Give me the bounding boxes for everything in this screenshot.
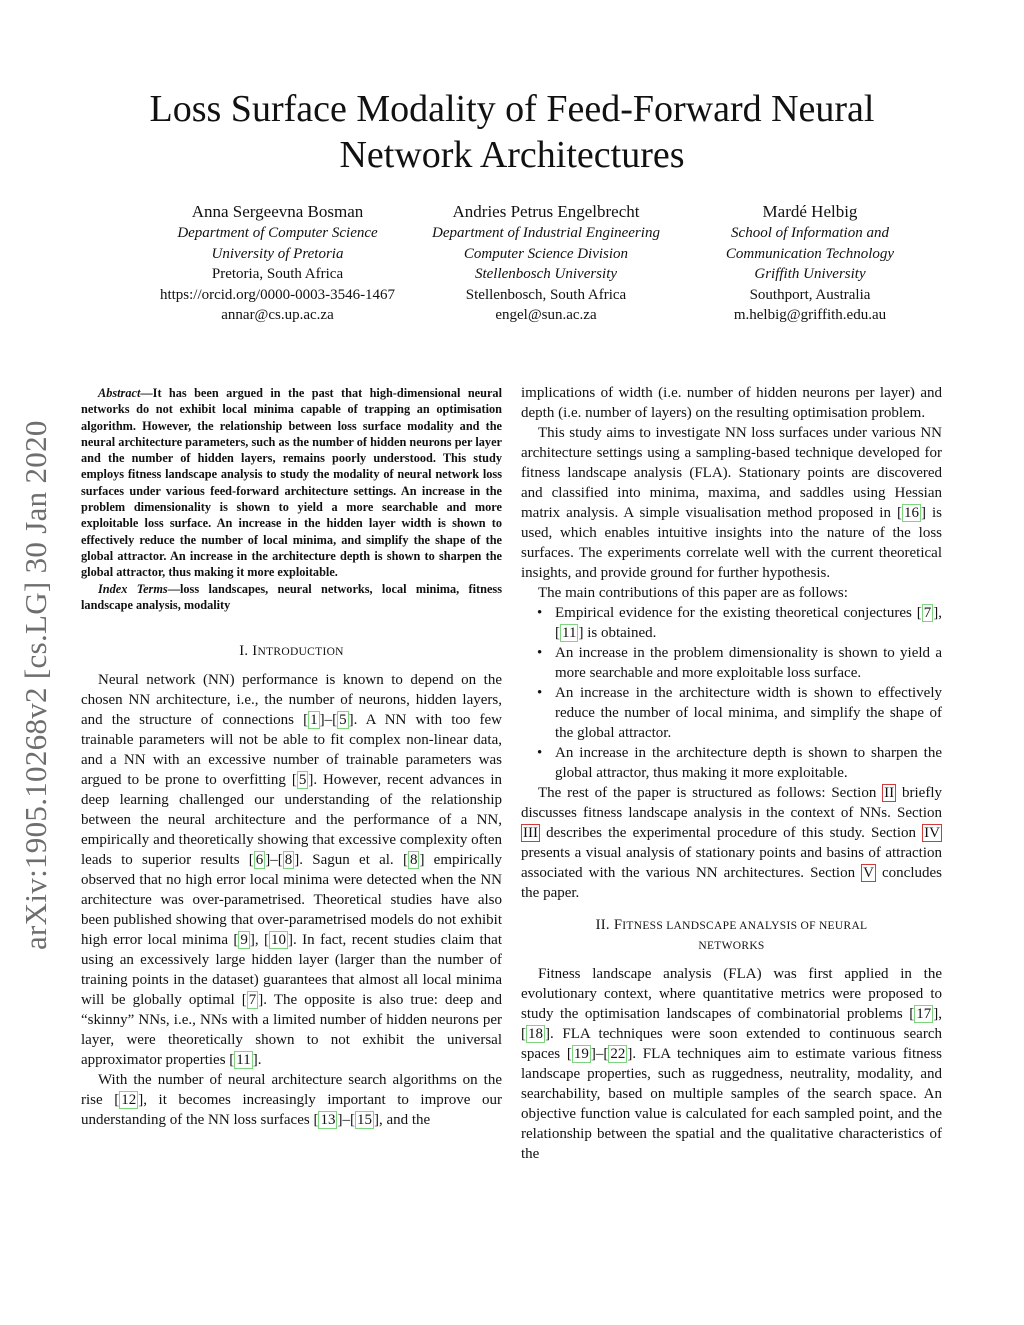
citation-link[interactable]: 7	[248, 992, 257, 1009]
citation-link[interactable]: 18	[528, 1026, 543, 1042]
citation-link[interactable]: 16	[903, 505, 919, 521]
intro-paragraph-1: Neural network (NN) performance is known to depend on the chosen NN architecture, i.e., the number of neurons, hidden layers, and the structure of connections [ 1 ]–[ 5 ]. A NN with too few trainable parameters will not be able to fit complex non-linear data, and a NN with an excessive number of trainable parameters was argued to be prone to overfitting [ 5 ]. However, recent advances in deep learning challenged our understanding of the relationship between the neural architecture and the performance of a NN, empirically and theoretically showing that excessive complexity often leads to superior results [ 6 ]–[ 8 ]. Sagun et al. [ 8 ] empirically observed that no high error local minima were detected when the NN architecture was over-parametrised. Theoretical studies have also been published showing that over-parametrised models do not exhibit high error local minima [ 9 ], [ 10 ]. In fact, recent studies claim that using an excessively large hidden layer (larger than the number of training points in the dataset) guarantees that almost all local minima will be globally optimal [ 7 ]. The opposite is also true: deep and “skinny” NNs, i.e., NNs with a limited number of hidden neurons per layer, were theoretically shown to not exhibit the universal approximator properties [ 11 ].	[81, 672, 503, 1069]
author-name: Mardé Helbig	[762, 202, 858, 221]
author-org: University of Pretoria	[211, 245, 344, 262]
citation-link[interactable]: 9	[240, 932, 248, 949]
paper-title: Loss Surface Modality of Feed-Forward Neural Network Architectures	[149, 88, 875, 176]
author-email: engel@sun.ac.za	[495, 307, 597, 324]
author-location: Stellenbosch, South Africa	[465, 286, 627, 303]
body-paragraph: implications of width (i.e. number of hidden neurons per layer) and depth (i.e. number of layers) on the resulting optimisation problem.	[521, 385, 942, 421]
author-email: annar@cs.up.ac.za	[221, 307, 334, 324]
author-dept: School of Information and	[731, 225, 889, 241]
abstract-label: Abstract	[98, 386, 141, 400]
body-paragraph: The rest of the paper is structured as follows: Section II briefly discusses fitness landscape analysis in the context of NNs. Section III describes the experimental procedure of this study. Section IV presents a visual analysis of stationary points and basins of attraction associated with the various NN architectures. Section V concludes the paper.	[521, 785, 942, 901]
citation-link[interactable]: 7	[923, 605, 932, 621]
author-name: Anna Sergeevna Bosman	[191, 202, 364, 221]
citation-link[interactable]: 10	[271, 932, 287, 949]
citation-link[interactable]: 5	[298, 772, 307, 789]
citation-link[interactable]: 1	[310, 712, 318, 729]
body-paragraph: Fitness landscape analysis (FLA) was first applied in the evolutionary context, where quantitative metrics were proposed to study the optimisation landscapes of combinatorial problems [ 17 ], [ 18 ]. FLA techniques were soon extended to continuous search spaces [ 19 ]–[ 22 ]. FLA techniques aim to estimate various fitness landscape properties, such as ruggedness, neutrality, modality, and searchability, based on multiple samples of the search space. An objective function value is calculated for each sampled point, and the relationship between the spatial and the qualitative characteristics of the	[521, 966, 942, 1162]
author-location: Southport, Australia	[749, 286, 871, 303]
abstract-text: —It has been argued in the past that high-dimensional neural networks do not exhibit local minima capable of trapping an optimisation algorithm. However, the relationship between loss surface modality and the neural architecture parameters, such as the number of hidden neurons per layer and the number of hidden layers, remains poorly understood. This study employs fitness landscape analysis to study the modality of neural network loss surfaces under various feed-forward architecture settings. An increase in the problem dimensionality is shown to yield a more searchable and more exploitable loss surface. An increase in the hidden layer width is shown to effectively reduce the number of local minima, and simplify the shape of the global attractor. An increase in the architecture depth is shown to sharpen the global attractor, thus making it more exploitable.	[81, 386, 502, 580]
right-column	[521, 383, 942, 1164]
index-terms-text: —loss landscapes, neural networks, local minima, fitness landscape analysis, modality	[81, 581, 502, 612]
section-link[interactable]: II	[884, 785, 895, 801]
author-org: Stellenbosch University	[474, 266, 618, 283]
author-division: Computer Science Division	[463, 245, 629, 262]
author-email: m.helbig@griffith.edu.au	[733, 307, 887, 324]
section-heading-fla: II. FITNESS LANDSCAPE ANALYSIS OF NEURAL NETWORKS	[595, 917, 868, 952]
author-dept: Department of Computer Science	[177, 225, 378, 241]
author-org: Griffith University	[754, 266, 866, 283]
section-link[interactable]: V	[863, 865, 874, 881]
left-column	[81, 385, 502, 1130]
section-heading-introduction: I. INTRODUCTION	[239, 643, 344, 660]
list-item: • An increase in the problem dimensionality is shown to yield a more searchable and more exploitable loss surface.	[537, 645, 942, 681]
author-dept: Department of Industrial Engineering	[432, 225, 660, 241]
citation-link[interactable]: 13	[320, 1112, 336, 1129]
citation-link[interactable]: 22	[610, 1046, 626, 1062]
contributions-list	[521, 603, 942, 783]
body-paragraph: This study aims to investigate NN loss surfaces under various NN architecture settings using a sampling-based technique developed for fitness landscape analysis (FLA). Stationary points are discovered and classified into minima, maxima, and saddles using Hessian matrix analysis. A simple visualisation method proposed in [ 16 ] is used, which enables intuitive insights into the nature of the loss surfaces. The experiments correlate well with the current theoretical insights, and provide ground for further hypothesis.	[521, 425, 942, 581]
bullet-icon: •	[537, 745, 543, 761]
citation-link[interactable]: 11	[236, 1052, 251, 1069]
citation-link[interactable]: 15	[356, 1112, 372, 1129]
citation-link[interactable]: 12	[121, 1092, 137, 1109]
citation-link[interactable]: 17	[916, 1006, 932, 1022]
author-orcid: https://orcid.org/0000-0003-3546-1467	[159, 286, 396, 303]
intro-paragraph-2: With the number of neural architecture search algorithms on the rise [ 12 ], it becomes increasingly important to improve our understanding of the NN loss surfaces [ 13 ]–[ 15 ], and the	[81, 1072, 502, 1129]
index-terms-label: Index Terms	[98, 581, 168, 596]
list-item: • Empirical evidence for the existing theoretical conjectures [ 7 ], [ 11 ] is obtained.	[537, 605, 942, 641]
citation-link[interactable]: 19	[573, 1046, 589, 1062]
bullet-icon: •	[537, 645, 543, 661]
citation-link[interactable]: 6	[255, 852, 264, 869]
bullet-icon: •	[537, 605, 543, 621]
arxiv-identifier: arXiv:1905.10268v2 [cs.LG] 30 Jan 2020	[18, 420, 53, 950]
list-item: • An increase in the architecture width is shown to effectively reduce the number of local minima, and simplify the shape of the global attractor.	[537, 685, 942, 741]
author-location: Pretoria, South Africa	[211, 266, 344, 283]
author-2	[392, 201, 700, 326]
body-paragraph: The main contributions of this paper are as follows:	[538, 585, 848, 601]
bullet-icon: •	[537, 685, 543, 701]
citation-link[interactable]: 11	[562, 625, 577, 641]
section-link[interactable]: IV	[924, 825, 940, 841]
abstract	[81, 385, 502, 613]
author-name: Andries Petrus Engelbrecht	[452, 202, 640, 221]
citation-link[interactable]: 8	[284, 852, 293, 869]
author-3	[690, 201, 930, 326]
citation-link[interactable]: 5	[339, 712, 347, 729]
list-item: • An increase in the architecture depth is shown to sharpen the global attractor, thus making it more exploitable.	[537, 745, 942, 781]
citation-link[interactable]: 8	[409, 852, 418, 869]
author-dept: Communication Technology	[725, 245, 895, 262]
section-link[interactable]: III	[523, 825, 538, 841]
